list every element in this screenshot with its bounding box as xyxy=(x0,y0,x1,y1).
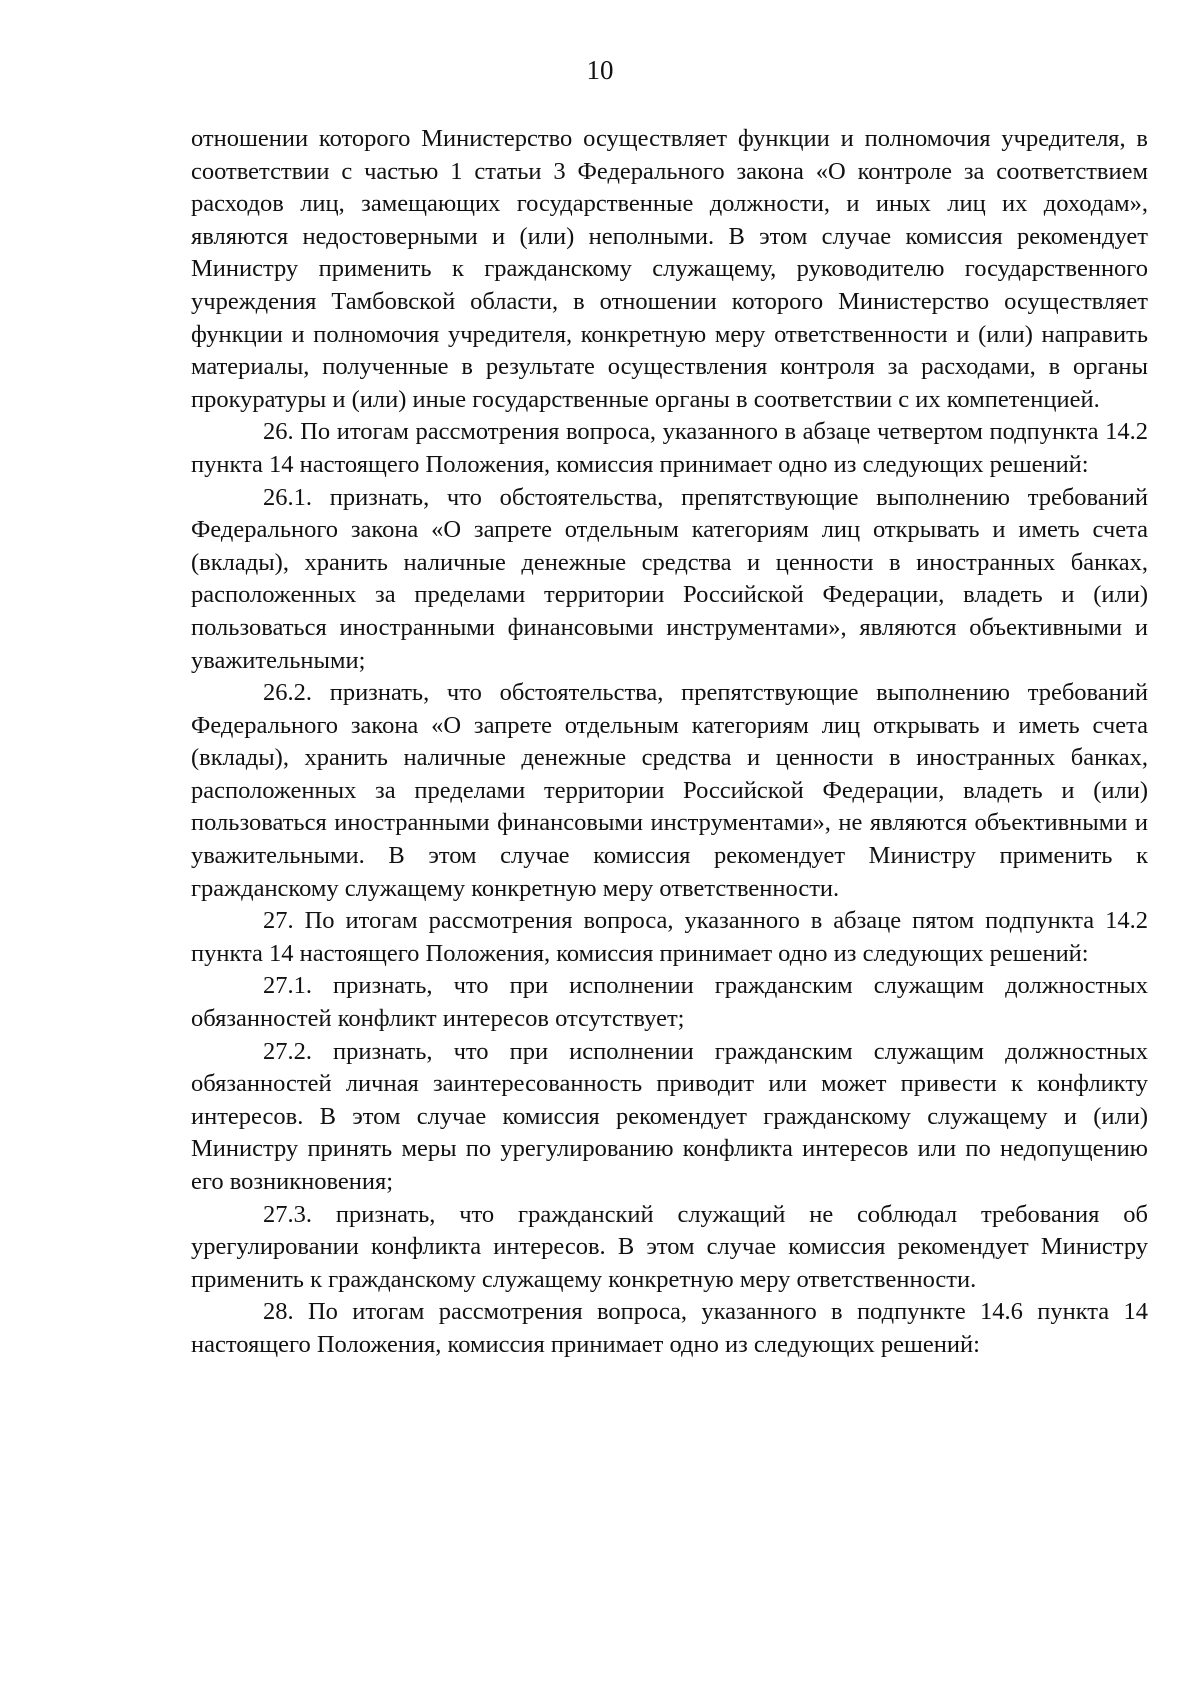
paragraph-item-27-1: 27.1. признать, что при исполнении гражданским служащим должностных обязанностей конфликт интересов отсутствует; xyxy=(191,972,1148,1033)
paragraph-item-26-1: 26.1. признать, что обстоятельства, препятствующие выполнению требований Федерального закона «О запрете отдельным категориям лиц открывать и иметь счета (вклады), хранить наличные денежные средства и ценности в иностранных банках, расположенных за пределами территории Российской Федерации, владеть и (или) пользоваться иностранными финансовыми инструментами», являются объективными и уважительными; xyxy=(191,483,1148,674)
paragraph-item-26: 26. По итогам рассмотрения вопроса, указанного в абзаце четвертом подпункта 14.2 пункта 14 настоящего Положения, комиссия принимает одно из следующих решений: xyxy=(191,418,1148,478)
page-number: 10 xyxy=(586,55,614,85)
paragraph-item-28: 28. По итогам рассмотрения вопроса, указанного в подпункте 14.6 пункта 14 настоящего Положения, комиссия принимает одно из следующих решений: xyxy=(191,1298,1148,1358)
paragraph-item-27-2: 27.2. признать, что при исполнении гражданским служащим должностных обязанностей личная заинтересованность приводит или может привести к конфликту интересов. В этом случае комиссия рекомендует гражданскому служащему и (или) Министру принять меры по урегулированию конфликта интересов или по недопущению его возникновения; xyxy=(191,1037,1148,1195)
document-body xyxy=(191,123,1148,1362)
paragraph-continuation: отношении которого Министерство осуществляет функции и полномочия учредителя, в соответствии с частью 1 статьи 3 Федерального закона «О контроле за соответствием расходов лиц, замещающих государственные должности, и иных лиц их доходам», являются недостоверными и (или) неполными. В этом случае комиссия рекомендует Министру применить к гражданскому служащему, руководителю государственного учреждения Тамбовской области, в отношении которого Министерство осуществляет функции и полномочия учредителя, конкретную меру ответственности и (или) направить материалы, полученные в результате осуществления контроля за расходами, в органы прокуратуры и (или) иные государственные органы в соответствии с их компетенцией. xyxy=(191,125,1148,413)
paragraph-item-27-3: 27.3. признать, что гражданский служащий не соблюдал требования об урегулировании конфликта интересов. В этом случае комиссия рекомендует Министру применить к гражданскому служащему конкретную меру ответственности. xyxy=(191,1200,1148,1293)
paragraph-item-26-2: 26.2. признать, что обстоятельства, препятствующие выполнению требований Федерального закона «О запрете отдельным категориям лиц открывать и иметь счета (вклады), хранить наличные денежные средства и ценности в иностранных банках, расположенных за пределами территории Российской Федерации, владеть и (или) пользоваться иностранными финансовыми инструментами», не являются объективными и уважительными. В этом случае комиссия рекомендует Министру применить к гражданскому служащему конкретную меру ответственности. xyxy=(191,679,1148,902)
paragraph-item-27: 27. По итогам рассмотрения вопроса, указанного в абзаце пятом подпункта 14.2 пункта 14 настоящего Положения, комиссия принимает одно из следующих решений: xyxy=(191,907,1148,967)
